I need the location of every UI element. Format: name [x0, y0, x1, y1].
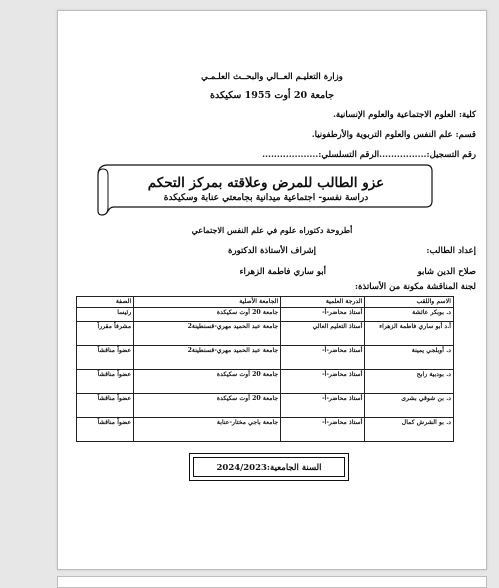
faculty-line: كلية: العلوم الاجتماعية والعلوم الإنسانية. — [332, 110, 476, 120]
member-institution: جامعة باجي مختار-عنابة — [134, 418, 281, 442]
member-grade: أستاذ التعليم العالي — [281, 322, 365, 346]
member-role: مشرفاً مقرراً — [77, 322, 134, 346]
thesis-type: أطروحة دكتوراه علوم في علم النفس الاجتماعي — [191, 225, 353, 235]
student-name: صلاح الدين شابو — [417, 267, 476, 277]
member-institution: جامعة 20 أوت سكيكدة — [134, 308, 281, 322]
ministry-name: وزارة التعليـم العــالي والبحــث العلـمـي — [201, 72, 343, 82]
table-row — [77, 322, 454, 346]
table-row — [77, 308, 454, 322]
member-name: د. بن شوقي بشرى — [365, 394, 454, 418]
document-page — [57, 10, 487, 570]
committee-label: لجنة المناقشة مكونة من الأساتذة: — [354, 282, 476, 292]
member-grade: أستاذ محاضر-أ- — [281, 394, 365, 418]
header-role: الصفة — [77, 297, 134, 308]
header-institution: الجامعة الأصلية — [134, 297, 281, 308]
member-role: عضواً مناقشاً — [77, 370, 134, 394]
member-role: عضواً مناقشاً — [77, 394, 134, 418]
member-grade: أستاذ محاضر-أ- — [281, 370, 365, 394]
member-grade: أستاذ محاضر-أ- — [281, 308, 365, 322]
next-page-edge — [57, 576, 487, 588]
header-name: الاسم واللقب — [365, 297, 454, 308]
supervisor-name: أبو ساري فاطمة الزهراء — [239, 267, 326, 277]
committee-header-row — [77, 297, 454, 308]
member-grade: أستاذ محاضر-أ- — [281, 346, 365, 370]
member-institution: جامعة عبد الحميد مهري-قسنطينة2 — [134, 322, 281, 346]
member-name: د. بودبية رابح — [365, 370, 454, 394]
member-role: رئيسا — [77, 308, 134, 322]
member-institution: جامعة 20 أوت سكيكدة — [134, 394, 281, 418]
member-name: د. أوبلجي يمينة — [365, 346, 454, 370]
member-name: د. بو الشرش كمال — [365, 418, 454, 442]
thesis-title: عزو الطالب للمرض وعلاقته بمركز التحكم — [147, 175, 385, 191]
table-row — [77, 346, 454, 370]
supervision-label: إشراف الأستاذة الدكتورة — [228, 246, 316, 256]
registration-line: رقم التسجيل:................الرقم التسلسلي:................... — [262, 150, 476, 160]
table-row — [77, 394, 454, 418]
prepared-by-label: إعداد الطالب: — [426, 246, 476, 256]
committee-table — [76, 296, 454, 442]
university-name: جامعة 20 أوت 1955 سكيكدة — [210, 90, 334, 101]
table-row — [77, 418, 454, 442]
thesis-subtitle: دراسة نفسو- اجتماعية ميدانية بجامعتي عنابة وسكيكدة — [163, 193, 369, 203]
title-banner — [96, 161, 436, 217]
table-row — [77, 370, 454, 394]
member-role: عضواً مناقشاً — [77, 418, 134, 442]
member-institution: جامعة 20 أوت سكيكدة — [134, 370, 281, 394]
member-role: عضواً مناقشاً — [77, 346, 134, 370]
academic-year-box — [189, 453, 349, 481]
member-name: أ.د أبو ساري فاطمة الزهراء — [365, 322, 454, 346]
member-name: د. بوبكر عائشة — [365, 308, 454, 322]
department-line: قسم: علم النفس والعلوم التربوية والأرطفونيا. — [311, 130, 476, 140]
member-grade: أستاذ محاضر-أ- — [281, 418, 365, 442]
member-institution: جامعة عبد الحميد مهري-قسنطينة2 — [134, 346, 281, 370]
academic-year: السنة الجامعية:2024/2023 — [216, 463, 322, 473]
header-grade: الدرجة العلمية — [281, 297, 365, 308]
